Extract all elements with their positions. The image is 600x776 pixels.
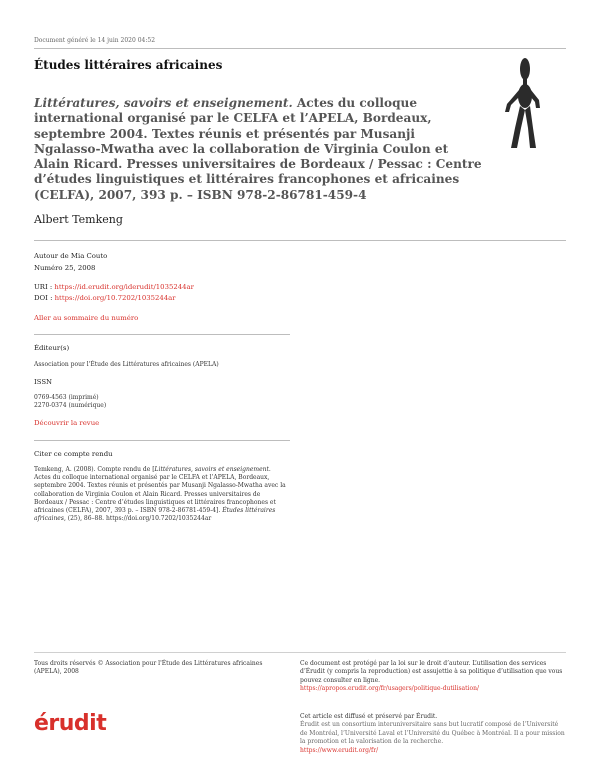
issn-digital: 2270-0374 (numérique): [34, 402, 107, 409]
usage-policy-link[interactable]: https://apropos.erudit.org/fr/usagers/politique-dutilisation/: [300, 685, 479, 693]
doi-line: DOI : https://doi.org/10.7202/1035244ar: [34, 294, 176, 302]
issue-number: Numéro 25, 2008: [34, 264, 96, 272]
uri-line: URI : https://id.erudit.org/iderudit/1035244ar: [34, 283, 194, 291]
diffusion-notice: Cet article est diffusé et préservé par Érudit. Érudit est un consortium interuniversitaire sans but lucratif composé de l’Université de Montréal, l’Université Laval et l’Université du Québec à Montréal. Il a pour mission la promotion et la valorisation de la recherche. https://www.erudit.org/fr/: [300, 713, 565, 754]
issue-theme: Autour de Mia Couto: [34, 252, 108, 260]
author-divider: [34, 240, 566, 241]
publisher-name: Association pour l'Étude des Littératures africaines (APELA): [34, 361, 219, 368]
doi-link[interactable]: https://doi.org/10.7202/1035244ar: [54, 294, 176, 302]
issn-heading: ISSN: [34, 378, 53, 386]
issue-summary-link[interactable]: Aller au sommaire du numéro: [34, 314, 139, 322]
legal-notice: Ce document est protégé par la loi sur le droit d’auteur. L’utilisation des services d’Érudit (y compris la reproduction) est assujettie à sa politique d’utilisation que vous pouvez consulter en ligne. https://apropos.erudit.org/fr/usagers/politique-dutilisation/: [300, 660, 563, 693]
publisher-heading: Éditeur(s): [34, 344, 70, 352]
citation-heading: Citer ce compte rendu: [34, 450, 113, 458]
section-divider-2: [34, 440, 290, 441]
section-divider-1: [34, 334, 290, 335]
discover-journal-link[interactable]: Découvrir la revue: [34, 419, 100, 427]
author-name: Albert Temkeng: [34, 213, 123, 226]
issn-print: 0769-4563 (imprimé): [34, 394, 99, 401]
erudit-logo: érudit: [34, 711, 107, 736]
citation-text: Temkeng, A. (2008). Compte rendu de [Littératures, savoirs et enseignement. Actes du colloque international organisé par le CELFA et l’APELA, Bordeaux, septembre 2004. Textes réunis et présentés par Musanji Ngalasso-Mwatha avec la collaboration de Virginia Coulon et Alain Ricard. Presses universitaires de Bordeaux / Pessac : Centre d’études linguistiques et littéraires francophones et africaines (CELFA), 2007, 393 p. – ISBN 978-2-86781-459-4]. Études littéraires africaines, (25), 86–88. https://doi.org/10.7202/1035244ar: [34, 466, 286, 523]
generation-date: Document généré le 14 juin 2020 04:52: [34, 37, 156, 44]
journal-title: Études littéraires africaines: [34, 58, 223, 72]
statuette-image: [497, 56, 547, 156]
top-divider: [34, 48, 566, 49]
erudit-site-link[interactable]: https://www.erudit.org/fr/: [300, 746, 379, 754]
uri-link[interactable]: https://id.erudit.org/iderudit/1035244ar: [54, 283, 194, 291]
footer-divider: [34, 652, 566, 653]
article-title: Littératures, savoirs et enseignement. Actes du colloque international organisé par le CELFA et l’APELA, Bordeaux, septembre 2004. Textes réunis et présentés par Musanji Ngalasso-Mwatha avec la collaboration de Virginia Coulon et Alain Ricard. Presses universitaires de Bordeaux / Pessac : Centre d’études linguistiques et littéraires francophones et africaines (CELFA), 2007, 393 p. – ISBN 978-2-86781-459-4: [34, 96, 482, 202]
copyright-notice: Tous droits réservés © Association pour l'Étude des Littératures africaines (APELA), 2008: [34, 660, 263, 676]
